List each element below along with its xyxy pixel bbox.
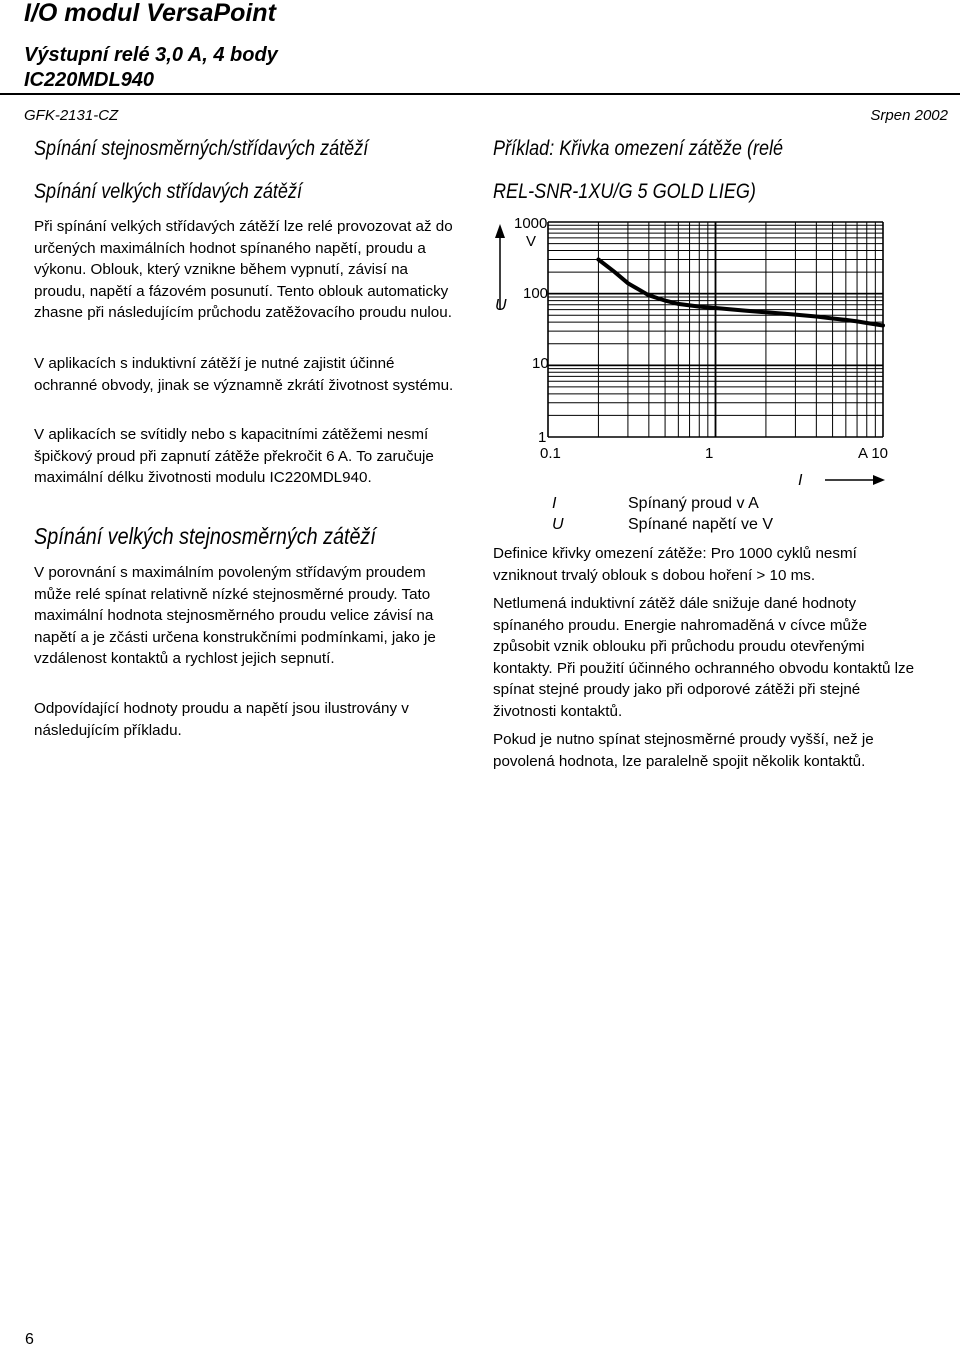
header-rule bbox=[0, 93, 960, 95]
subtitle-line-2: IC220MDL940 bbox=[24, 69, 155, 91]
paragraph-ac-loads: Při spínání velkých střídavých zátěží lze relé provozovat až do určených maximálních hodnot spínaného napětí, proudu a výkonu. Oblouk, který vznikne během vypnutí, závisí na proudu, napětí a fázovém posunutí. Tento oblouk automaticky zhasne při následujícím průchodu zatěžovacího proudu nulou. bbox=[34, 218, 453, 322]
section-heading-dc-large: Spínání velkých stejnosměrných zátěží bbox=[34, 523, 376, 549]
y-tick-10: 10 bbox=[532, 355, 549, 372]
paragraph-capacitive: V aplikacích se svítidly nebo s kapacitními zátěžemi nesmí špičkový proud při zapnutí zátěže překročit 6 A. To zaručuje maximální délku životnosti modulu IC220MDL940. bbox=[34, 426, 434, 487]
document-title: I/O modul VersaPoint bbox=[24, 0, 276, 27]
paragraph-example-intro: Odpovídající hodnoty proudu a napětí jsou ilustrovány v následujícím příkladu. bbox=[34, 700, 409, 739]
legend-symbol-u: U bbox=[552, 516, 564, 533]
paragraph-parallel-contacts: Pokud je nutno spínat stejnosměrné proudy vyšší, než je povolená hodnota, lze paralelně spojit několik kontaktů. bbox=[493, 731, 874, 770]
y-tick-1: 1 bbox=[538, 429, 547, 446]
document-id: GFK-2131-CZ bbox=[24, 107, 119, 124]
x-axis-label: I bbox=[798, 472, 803, 489]
y-tick-unit: V bbox=[526, 233, 537, 250]
document-subtitle bbox=[24, 43, 278, 93]
legend-symbol-i: I bbox=[552, 495, 557, 512]
load-limit-chart bbox=[490, 210, 900, 490]
paragraph-inductive-energy: Netlumená induktivní zátěž dále snižuje dané hodnoty spínaného proudu. Energie nahromaděná v cívce může způsobit vznik oblouku při průchodu proudu otevřenými kontakty. Při použití účinného ochranného obvodu kontaktů lze spínat stejné proudy jako při odporové zátěži při stejné životnosti kontaktů. bbox=[493, 595, 915, 720]
paragraph-dc-loads: V porovnání s maximálním povoleným střídavým proudem může relé spínat relativně nízké stejnosměrné proudy. Tato maximální hodnota stejnosměrného proudu velice závisí na napětí a je zčásti určena konstrukčními podmínkami, jako je vzdálenost kontaktů a rychlost jejich sepnutí. bbox=[34, 564, 436, 668]
x-tick-1: 1 bbox=[705, 445, 714, 462]
y-axis-arrow-head bbox=[495, 224, 505, 238]
section-heading-ac-dc: Spínání stejnosměrných/střídavých zátěží bbox=[34, 137, 369, 160]
x-tick-0-1: 0.1 bbox=[540, 445, 561, 462]
paragraph-inductive: V aplikacích s induktivní zátěží je nutné zajistit účinné ochranné obvody, jinak se významně zkrátí životnost systému. bbox=[34, 355, 454, 394]
x-axis-arrow-head bbox=[873, 475, 885, 485]
x-tick-10: A 10 bbox=[858, 445, 889, 462]
paragraph-curve-definition: Definice křivky omezení zátěže: Pro 1000 cyklů nesmí vzniknout trvalý oblouk s dobou hoření > 10 ms. bbox=[493, 545, 857, 584]
y-tick-100: 100 bbox=[523, 285, 549, 302]
example-heading-line-1: Příklad: Křivka omezení zátěže (relé bbox=[493, 137, 784, 160]
y-tick-1000: 1000 bbox=[514, 215, 548, 232]
page-number: 6 bbox=[25, 1331, 34, 1348]
document-date: Srpen 2002 bbox=[870, 107, 948, 124]
chart-grid bbox=[548, 222, 883, 437]
legend-text-i: Spínaný proud v A bbox=[628, 495, 759, 512]
example-heading-line-2: REL-SNR-1XU/G 5 GOLD LIEG) bbox=[493, 180, 756, 203]
y-axis-label: U bbox=[495, 297, 507, 314]
subtitle-line-1: Výstupní relé 3,0 A, 4 body bbox=[24, 44, 278, 66]
legend-text-u: Spínané napětí ve V bbox=[628, 516, 773, 533]
section-heading-ac-large: Spínání velkých střídavých zátěží bbox=[34, 180, 303, 203]
